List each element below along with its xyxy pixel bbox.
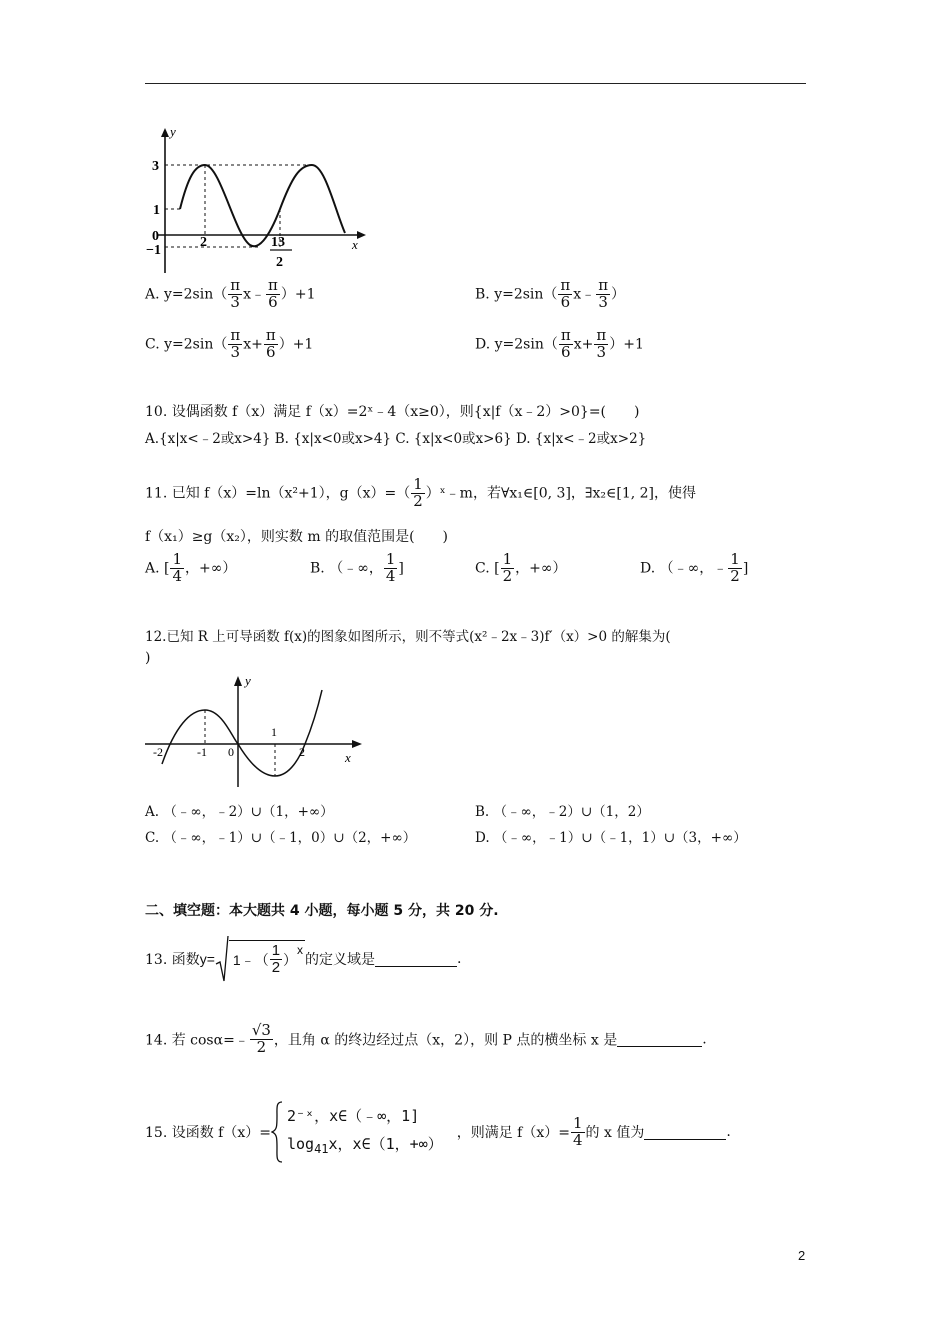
q15-case2 (287, 1130, 443, 1163)
q15-cases (287, 1102, 443, 1163)
q14-frac (250, 1023, 273, 1056)
q9-option-d-prefix: D. y=2sin（ (475, 336, 558, 353)
q13-inner-a: 1﹣（ (232, 951, 269, 968)
q13-end: . (457, 951, 462, 967)
denominator: 2 (413, 491, 423, 510)
q9-graph-x-label: x (352, 237, 358, 252)
numerator: π (596, 326, 607, 344)
numerator: √3 (251, 1021, 271, 1039)
q12-stem-end: ) (145, 650, 151, 666)
q15-end: . (726, 1124, 731, 1140)
q13-post: 的定义域是 (305, 952, 376, 968)
q11-option-d-pre: D. （﹣∞，﹣ (640, 560, 728, 577)
q14-pre: 14. 若 cosα=﹣ (145, 1032, 249, 1049)
q9-option-b-prefix: B. y=2sin（ (475, 286, 558, 303)
q11-option-b-pre: B. （﹣∞， (310, 560, 383, 577)
q9-option-c-mid: x+ (243, 336, 263, 353)
denominator: 3 (230, 292, 240, 311)
q9-graph-y-label: y (170, 125, 176, 139)
q11-option-b[interactable] (310, 552, 404, 585)
numerator: 1 (385, 550, 396, 568)
q15-mid: ，则满足 f（x）= (456, 1125, 570, 1141)
q11-half (411, 477, 425, 510)
numerator: 1 (502, 550, 513, 568)
numerator: π (230, 326, 241, 344)
q13-inner-b: ） (283, 951, 298, 968)
q12-option-c[interactable]: C. （﹣∞，﹣1）∪（﹣1，0）∪（2，+∞） (145, 830, 417, 846)
q15-case2-log: log (286, 1134, 315, 1153)
denominator: 2 (271, 959, 281, 976)
q13-frac (270, 943, 282, 976)
q9-tick-13-den: 2 (276, 255, 283, 270)
q14 (145, 1023, 707, 1056)
q9-option-d-mid: x+ (573, 336, 594, 353)
q9-option-c-prefix: C. y=2sin（ (145, 336, 228, 353)
q9-graph (140, 125, 370, 275)
q9-option-c-frac2 (264, 328, 278, 361)
q10-options[interactable]: A.{x|x<﹣2或x>4} B. {x|x<0或x>4} C. {x|x<0或x>6} D. {x|x<﹣2或x>2} (145, 431, 647, 447)
numerator: 1 (413, 475, 423, 493)
q13-exp: x (297, 943, 304, 958)
q12-tick-0: 0 (228, 745, 234, 759)
q11-line2: f（x₁）≥g（x₂），则实数 m 的取值范围是( ) (145, 529, 448, 545)
q9-option-b-frac1 (558, 278, 572, 311)
section-2-title: 二、填空题：本大题共 4 小题，每小题 5 分，共 20 分. (145, 903, 499, 919)
left-brace-icon (271, 1100, 283, 1164)
q9-option-b-frac2 (596, 278, 610, 311)
q12-option-a[interactable]: A. （﹣∞，﹣2）∪（1，+∞） (145, 804, 334, 820)
numerator: 1 (730, 550, 740, 568)
q9-tick-0: 0 (152, 229, 159, 244)
header-rule (145, 83, 806, 84)
q9-option-c[interactable] (145, 328, 313, 361)
numerator: π (598, 276, 609, 294)
numerator: 1 (572, 1113, 583, 1132)
q11-option-c-post: ，+∞） (515, 560, 567, 577)
denominator: 4 (572, 1130, 583, 1149)
q15 (145, 1100, 731, 1164)
q9-option-d-frac1 (559, 328, 573, 361)
q11-option-d[interactable] (640, 552, 748, 585)
q11-stem-b: ）ˣ﹣m，若∀x₁∈[0, 3]，∃x₂∈[1, 2]，使得 (425, 485, 697, 502)
q12-graph-x-label: x (345, 750, 351, 765)
q12-graph (140, 672, 370, 792)
q13-pre: 13. 函数 (145, 952, 200, 968)
q12-tick-neg1: -1 (197, 745, 207, 759)
q11-option-b-post: ] (398, 560, 404, 577)
q12-option-d[interactable]: D. （﹣∞，﹣1）∪（﹣1，1）∪（3，+∞） (475, 830, 747, 846)
q11-option-a-pre: A. [ (145, 560, 170, 577)
q15-case2-base: 41 (314, 1141, 329, 1156)
q11-stem (145, 477, 696, 510)
q9-option-d-suffix: ）+1 (609, 336, 644, 353)
denominator: 3 (230, 342, 241, 361)
numerator: 1 (172, 550, 183, 568)
q11-option-c-frac (501, 552, 515, 585)
denominator: 4 (385, 566, 396, 585)
denominator: 6 (268, 292, 278, 311)
numerator: π (230, 276, 241, 294)
q13 (145, 934, 462, 984)
q9-tick-13: 13 (271, 235, 285, 250)
q9-option-d-frac2 (594, 328, 608, 361)
q11-option-c[interactable] (475, 552, 567, 585)
q11-option-b-frac (384, 552, 398, 585)
numerator: π (268, 276, 278, 294)
q9-tick-1: 1 (153, 203, 160, 218)
page-number: 2 (798, 1248, 806, 1263)
denominator: 6 (561, 342, 571, 361)
numerator: π (560, 276, 571, 294)
q15-frac (571, 1113, 585, 1149)
q12-option-b[interactable]: B. （﹣∞，﹣2）∪（1，2） (475, 804, 650, 820)
q9-tick-2: 2 (200, 235, 207, 250)
denominator: 3 (598, 292, 608, 311)
q13-y: y= (199, 951, 215, 967)
q12-tick-neg2: -2 (153, 745, 163, 759)
q9-option-a[interactable] (145, 278, 316, 311)
q11-option-c-pre: C. [ (475, 560, 500, 577)
denominator: 6 (560, 292, 571, 311)
denominator: 2 (256, 1037, 267, 1056)
q15-case1: 2⁻ˣ，x∈（﹣∞，1] (286, 1106, 420, 1125)
q14-mid: ，且角 α 的终边经过点（x，2），则 P 点的横坐标 x 是 (273, 1032, 618, 1049)
q11-option-d-post: ] (742, 560, 749, 577)
q15-pre: 15. 设函数 f（x）= (145, 1125, 271, 1141)
q12-stem: 12.已知 R 上可导函数 f(x)的图象如图所示，则不等式(x²﹣2x﹣3)f′（x）>0 的解集为( (145, 629, 671, 645)
q15-case2-rest: x，x∈（1，+∞） (328, 1134, 443, 1153)
q9-option-c-suffix: ）+1 (278, 336, 314, 353)
denominator: 3 (596, 342, 607, 361)
q12-tick-1: 1 (271, 725, 277, 739)
q9-tick-neg1: −1 (146, 243, 161, 258)
numerator: π (265, 326, 276, 344)
q11-option-a[interactable] (145, 552, 236, 585)
denominator: 2 (730, 566, 740, 585)
q11-option-a-post: ，+∞） (185, 560, 237, 577)
numerator: π (560, 326, 571, 344)
denominator: 2 (502, 566, 513, 585)
q15-post: 的 x 值为 (585, 1125, 645, 1141)
q9-option-b-mid: x﹣ (573, 286, 596, 303)
sqrt-sign-icon (215, 934, 229, 984)
denominator: 4 (172, 566, 183, 585)
q9-option-a-prefix: A. y=2sin（ (145, 286, 228, 303)
q9-option-a-frac1 (228, 278, 242, 311)
q9-option-c-frac1 (228, 328, 242, 361)
q14-end: . (702, 1031, 707, 1048)
numerator: 1 (271, 942, 281, 960)
q9-option-a-mid: x﹣ (243, 286, 266, 303)
q9-option-d[interactable] (475, 328, 644, 361)
q9-option-a-frac2 (266, 278, 280, 311)
q12-tick-2: 2 (299, 745, 305, 759)
denominator: 6 (266, 342, 276, 361)
q11-stem-a: 11. 已知 f（x）=ln（x²+1），g（x）=（ (145, 485, 411, 502)
q9-option-b[interactable] (475, 278, 625, 311)
q9-option-a-suffix: ）+1 (280, 286, 316, 303)
q9-option-b-suffix: ） (611, 286, 626, 303)
q10-stem: 10. 设偶函数 f（x）满足 f（x）=2ˣ﹣4（x≥0），则{x|f（x﹣2）>0}=( ) (145, 404, 640, 420)
q12-graph-y-label: y (245, 673, 251, 688)
q11-option-d-frac (728, 552, 742, 585)
q14-answer-blank[interactable] (617, 1032, 702, 1047)
q13-sqrt (215, 934, 305, 984)
q9-tick-3: 3 (152, 159, 159, 174)
q11-option-a-frac (170, 552, 184, 585)
q13-answer-blank[interactable] (375, 952, 457, 967)
q15-answer-blank[interactable] (644, 1125, 726, 1140)
